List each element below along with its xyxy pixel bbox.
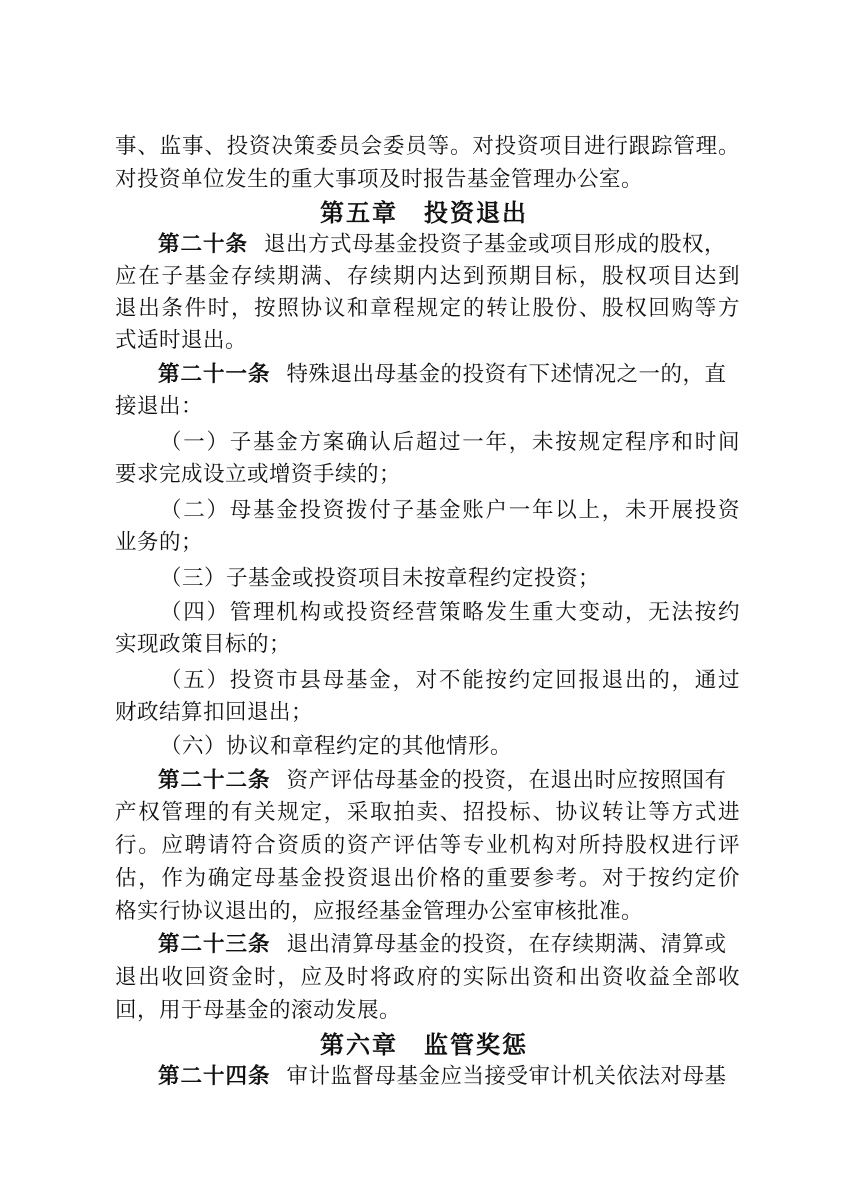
article-20-line bbox=[158, 229, 740, 261]
article-22-text: 资产评估母基金的投资，在退出时应按照国有 bbox=[286, 768, 727, 793]
chapter-heading-5: 第五章 投资退出 bbox=[320, 199, 528, 227]
chapter-heading-6: 第六章 监管奖惩 bbox=[320, 1031, 528, 1059]
article-24-text: 审计监督母基金应当接受审计机关依法对母基 bbox=[286, 1064, 727, 1089]
text-line: 格实行协议退出的，应报经基金管理办公室审核批准。 bbox=[115, 899, 644, 924]
list-item-6: （六）协议和章程约定的其他情形。 bbox=[160, 734, 513, 759]
article-23-text: 退出清算母基金的投资，在存续期满、清算或 bbox=[286, 932, 727, 957]
text-line: 估，作为确定母基金投资退出价格的重要参考。对于按约定价 bbox=[115, 866, 740, 891]
list-item-5: （五）投资市县母基金，对不能按约定回报退出的，通过 bbox=[160, 668, 740, 693]
article-21-title: 第二十一条 bbox=[158, 362, 271, 387]
text-line: 回，用于母基金的滚动发展。 bbox=[115, 998, 402, 1023]
article-24-title: 第二十四条 bbox=[158, 1064, 271, 1089]
list-item-2: （二）母基金投资拨付子基金账户一年以上，未开展投资 bbox=[160, 498, 740, 523]
text-line: 业务的； bbox=[115, 530, 204, 555]
list-item-1: （一）子基金方案确认后超过一年，未按规定程序和时间 bbox=[160, 430, 740, 455]
article-22-title: 第二十二条 bbox=[158, 768, 271, 793]
text-line: 行。应聘请符合资质的资产评估等专业机构对所持股权进行评 bbox=[115, 833, 740, 858]
list-item-4: （四）管理机构或投资经营策略发生重大变动，无法按约 bbox=[160, 600, 740, 625]
text-line: 事、监事、投资决策委员会委员等。对投资项目进行跟踪管理。 bbox=[115, 134, 740, 159]
article-22-line bbox=[158, 765, 740, 797]
list-item-3: （三）子基金或投资项目未按章程约定投资； bbox=[160, 566, 601, 591]
article-21-text: 特殊退出母基金的投资有下述情况之一的，直 bbox=[286, 362, 727, 387]
article-23-title: 第二十三条 bbox=[158, 932, 271, 957]
article-20-title: 第二十条 bbox=[158, 232, 249, 257]
article-20-text: 退出方式母基金投资子基金或项目形成的股权， bbox=[264, 232, 727, 257]
text-line: 对投资单位发生的重大事项及时报告基金管理办公室。 bbox=[115, 167, 644, 192]
article-21-line bbox=[158, 359, 740, 391]
text-line: 实现政策目标的； bbox=[115, 632, 292, 657]
text-line: 应在子基金存续期满、存续期内达到预期目标，股权项目达到 bbox=[115, 264, 740, 289]
article-24-line bbox=[158, 1061, 740, 1093]
text-line: 接退出： bbox=[115, 394, 204, 419]
text-line: 产权管理的有关规定，采取拍卖、招投标、协议转让等方式进 bbox=[115, 800, 740, 825]
text-line: 退出条件时，按照协议和章程规定的转让股份、股权回购等方 bbox=[115, 296, 740, 321]
text-line: 退出收回资金时，应及时将政府的实际出资和出资收益全部收 bbox=[115, 965, 740, 990]
article-23-line bbox=[158, 929, 740, 961]
text-line: 式适时退出。 bbox=[115, 328, 248, 353]
text-line: 要求完成设立或增资手续的； bbox=[115, 462, 402, 487]
text-line: 财政结算扣回退出； bbox=[115, 700, 314, 725]
